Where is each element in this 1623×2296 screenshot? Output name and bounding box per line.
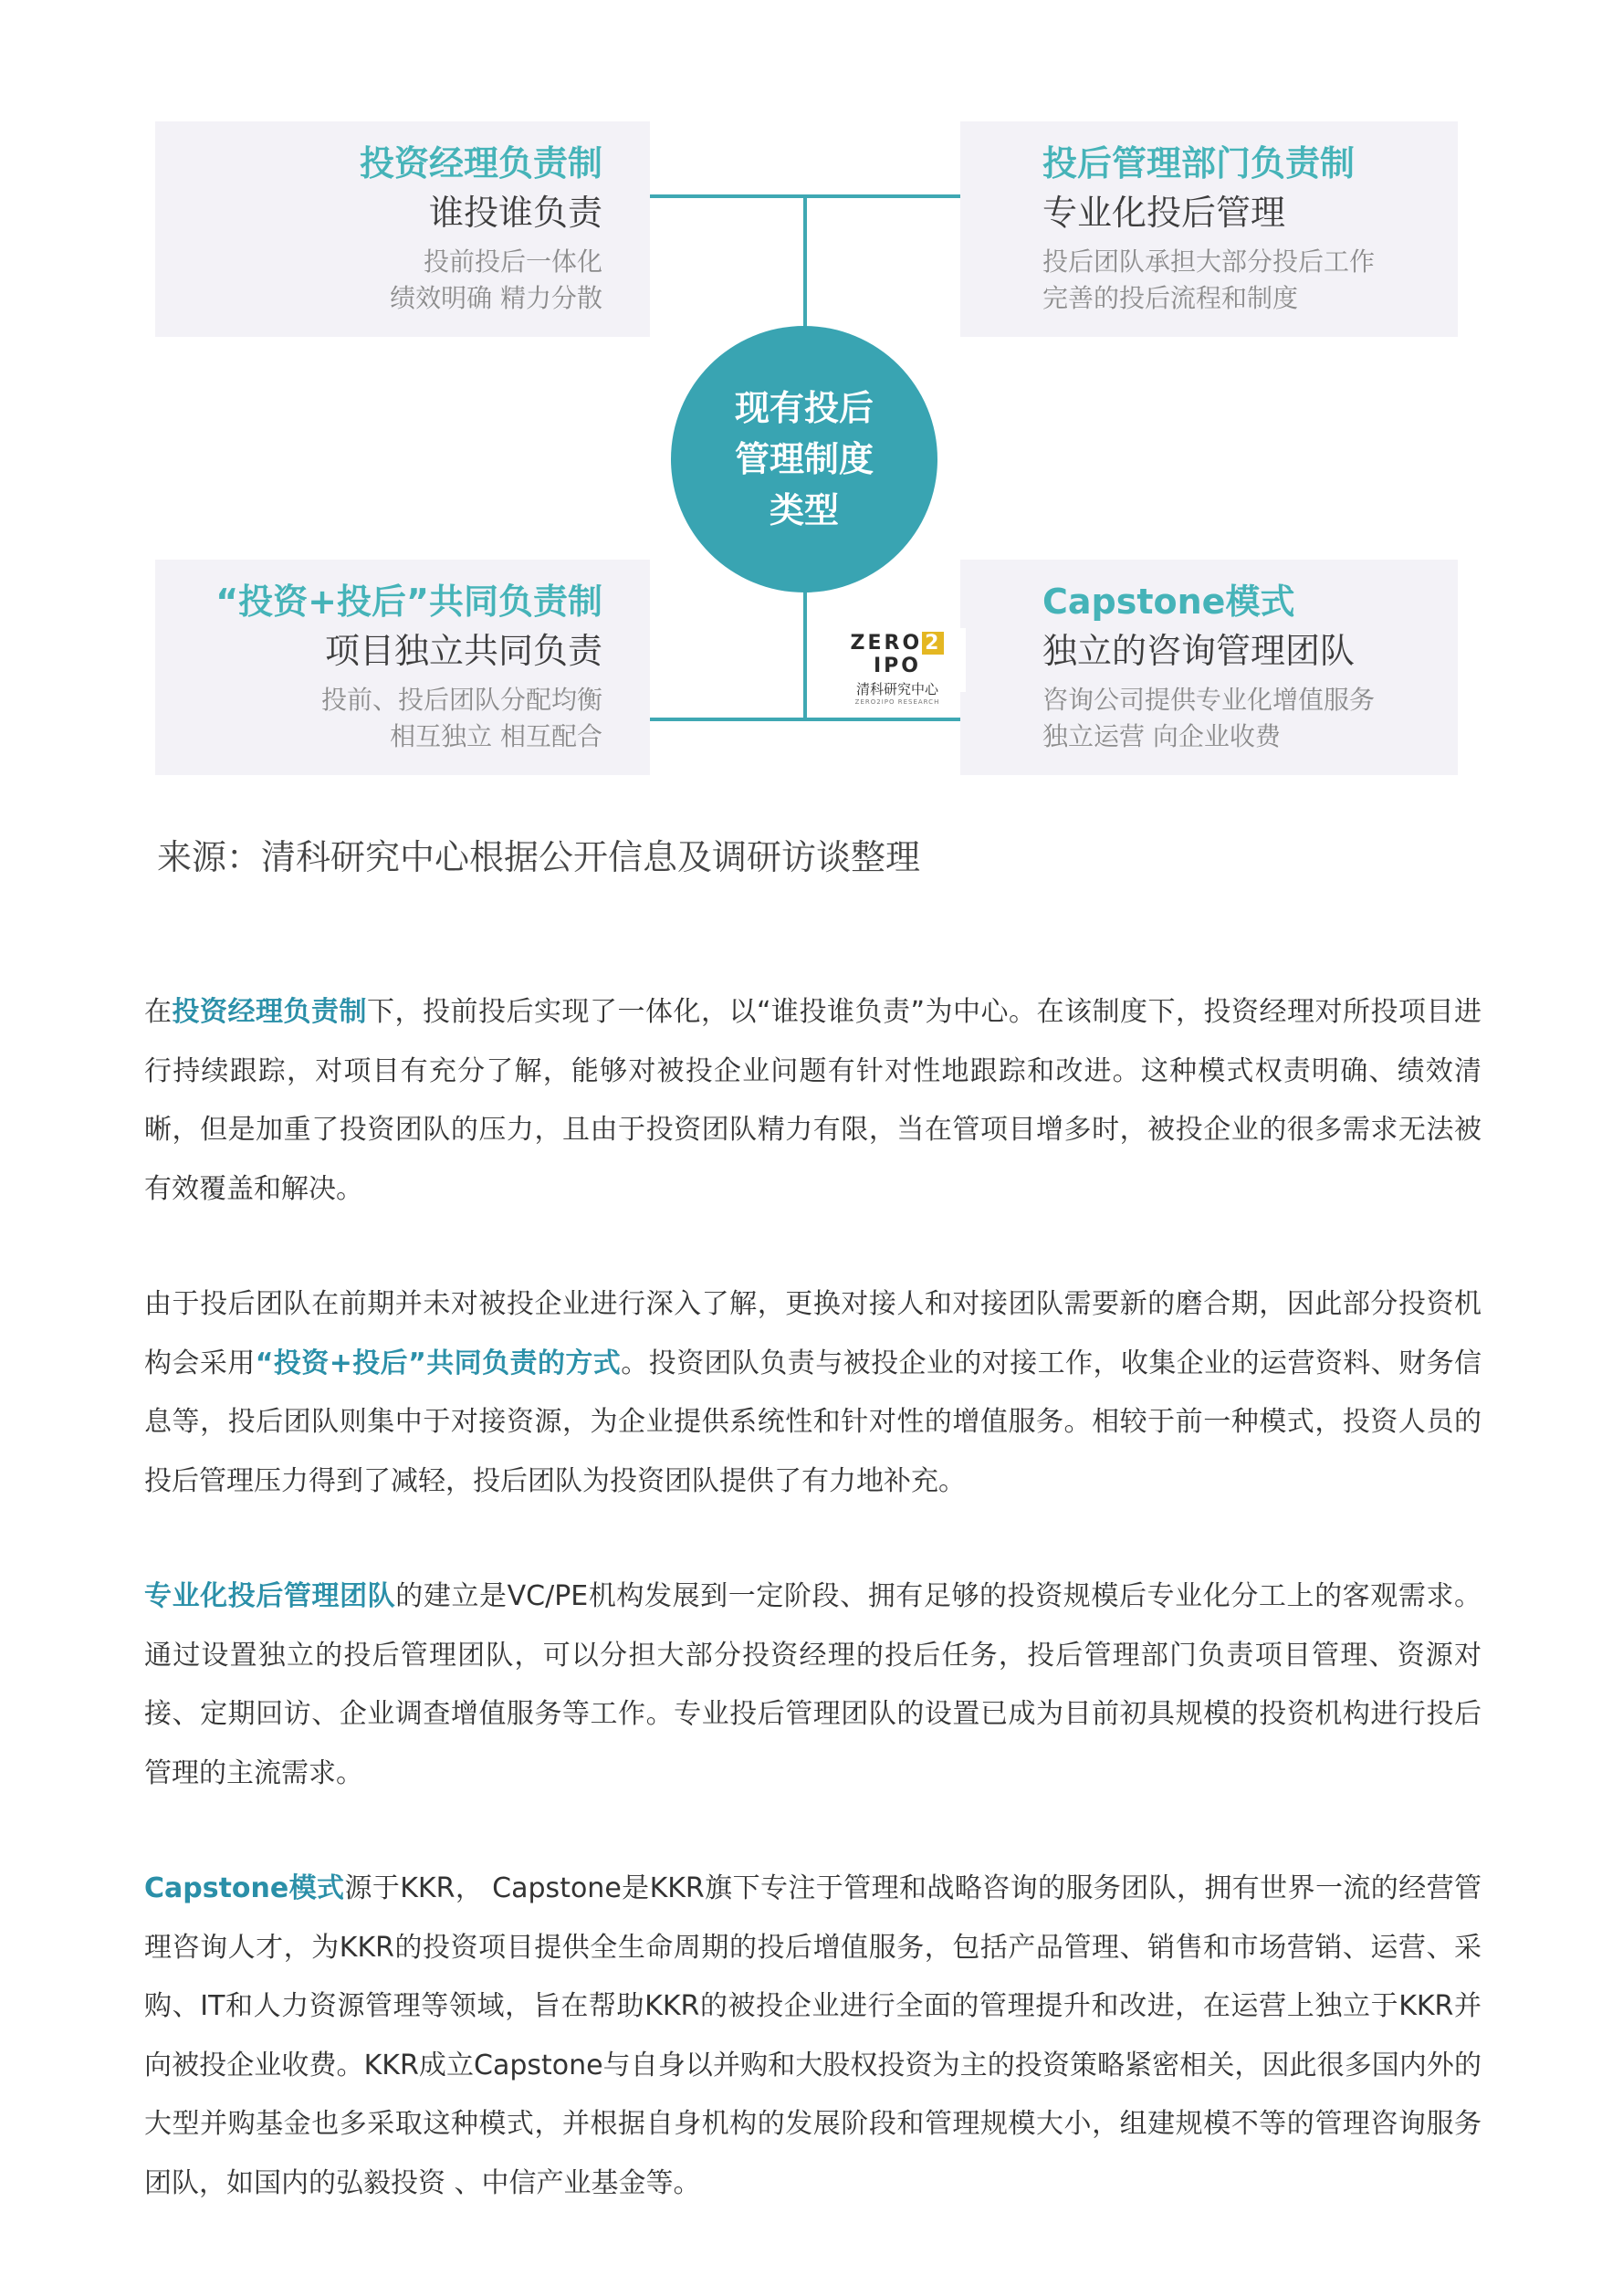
- paragraph: [144, 1860, 1482, 2213]
- box-desc: 绩效明确 精力分散: [390, 283, 602, 313]
- center-label: 现有投后: [734, 388, 874, 428]
- center-circle: [671, 326, 937, 592]
- box-title: 投后管理部门负责制: [1042, 143, 1356, 183]
- box-subtitle: 谁投谁负责: [428, 193, 602, 233]
- box-title: Capstone模式: [1042, 582, 1295, 622]
- center-label: 管理制度: [734, 439, 874, 479]
- logo-text: 2: [922, 632, 944, 655]
- keyword: “投资+投后”共同负责的方式: [255, 1347, 622, 1379]
- management-types-diagram: [0, 0, 1623, 803]
- box-desc: 相互独立 相互配合: [390, 721, 602, 751]
- source-note: 来源：清科研究中心根据公开信息及调研访谈整理: [157, 837, 921, 877]
- logo-text: IPO: [873, 655, 921, 677]
- keyword: 投资经理负责制: [172, 996, 367, 1028]
- box-subtitle: 独立的咨询管理团队: [1042, 631, 1356, 671]
- box-subtitle: 项目独立共同负责: [324, 631, 602, 671]
- box-desc: 独立运营 向企业收费: [1042, 721, 1281, 751]
- paragraph: [144, 983, 1482, 1219]
- logo-text: ZERO: [850, 632, 923, 655]
- paragraph-text: 在: [144, 996, 173, 1028]
- logo-text-cn: 清科研究中心: [855, 681, 938, 697]
- center-label: 类型: [769, 490, 839, 530]
- box-capstone: [960, 560, 1458, 775]
- box-desc: 投前、投后团队分配均衡: [320, 685, 602, 715]
- zero2ipo-logo: [829, 628, 966, 706]
- paragraph-text: 由于投后团队在前期并未对被投企业进行深入了解，更换对接人和对接团队需要新的磨合期，因此部分投资机构会采用: [144, 1288, 1482, 1379]
- paragraph: [144, 1567, 1482, 1803]
- box-investment-manager: [155, 121, 650, 337]
- box-post-investment-dept: [960, 121, 1458, 337]
- paragraph: [144, 1275, 1482, 1511]
- keyword: 专业化投后管理团队: [144, 1580, 396, 1612]
- paragraph-text: 的建立是VC/PE机构发展到一定阶段、拥有足够的投资规模后专业化分工上的客观需求。通过设置独立的投后管理团队，可以分担大部分投资经理的投后任务，投后管理部门负责项目管理、资源对接、定期回访、企业调查增值服务等工作。专业投后管理团队的设置已成为目前初具规模的投资机构进行投后管理的主流需求。: [144, 1580, 1482, 1789]
- box-title: “投资+投后”共同负责制: [215, 582, 602, 622]
- box-desc: 完善的投后流程和制度: [1042, 283, 1299, 313]
- keyword: Capstone模式: [144, 1872, 345, 1904]
- box-desc: 咨询公司提供专业化增值服务: [1042, 685, 1376, 715]
- box-title: 投资经理负责制: [359, 143, 602, 183]
- box-joint-responsibility: [155, 560, 650, 775]
- paragraph-text: 源于KKR， Capstone是KKR旗下专注于管理和战略咨询的服务团队，拥有世界一流的经营管理咨询人才，为KKR的投资项目提供全生命周期的投后增值服务，包括产品管理、销售和市场营销、运营、采购、IT和人力资源管理等领域，旨在帮助KKR的被投企业进行全面的管理提升和改进，在运营上独立于KKR并向被投企业收费。KKR成立Capstone与自身以并购和大股权投资为主的投资策略紧密相关，因此很多国内外的大型并购基金也多采取这种模式，并根据自身机构的发展阶段和管理规模大小，组建规模不等的管理咨询服务团队，如国内的弘毅投资 、中信产业基金等。: [144, 1872, 1482, 2199]
- paragraph-text: 。投资团队负责与被投企业的对接工作，收集企业的运营资料、财务信息等，投后团队则集中于对接资源，为企业提供系统性和针对性的增值服务。相较于前一种模式，投资人员的投后管理压力得到了减轻，投后团队为投资团队提供了有力地补充。: [144, 1347, 1482, 1497]
- box-desc: 投后团队承担大部分投后工作: [1042, 246, 1376, 277]
- box-subtitle: 专业化投后管理: [1042, 193, 1286, 233]
- paragraph-text: 下，投前投后实现了一体化，以“谁投谁负责”为中心。在该制度下，投资经理对所投项目进行持续跟踪，对项目有充分了解，能够对被投企业问题有针对性地跟踪和改进。这种模式权责明确、绩效清晰，但是加重了投资团队的压力，且由于投资团队精力有限，当在管项目增多时，被投企业的很多需求无法被有效覆盖和解决。: [144, 996, 1482, 1205]
- box-desc: 投前投后一体化: [423, 246, 602, 277]
- logo-text-en: ZERO2IPO RESEARCH: [854, 698, 940, 706]
